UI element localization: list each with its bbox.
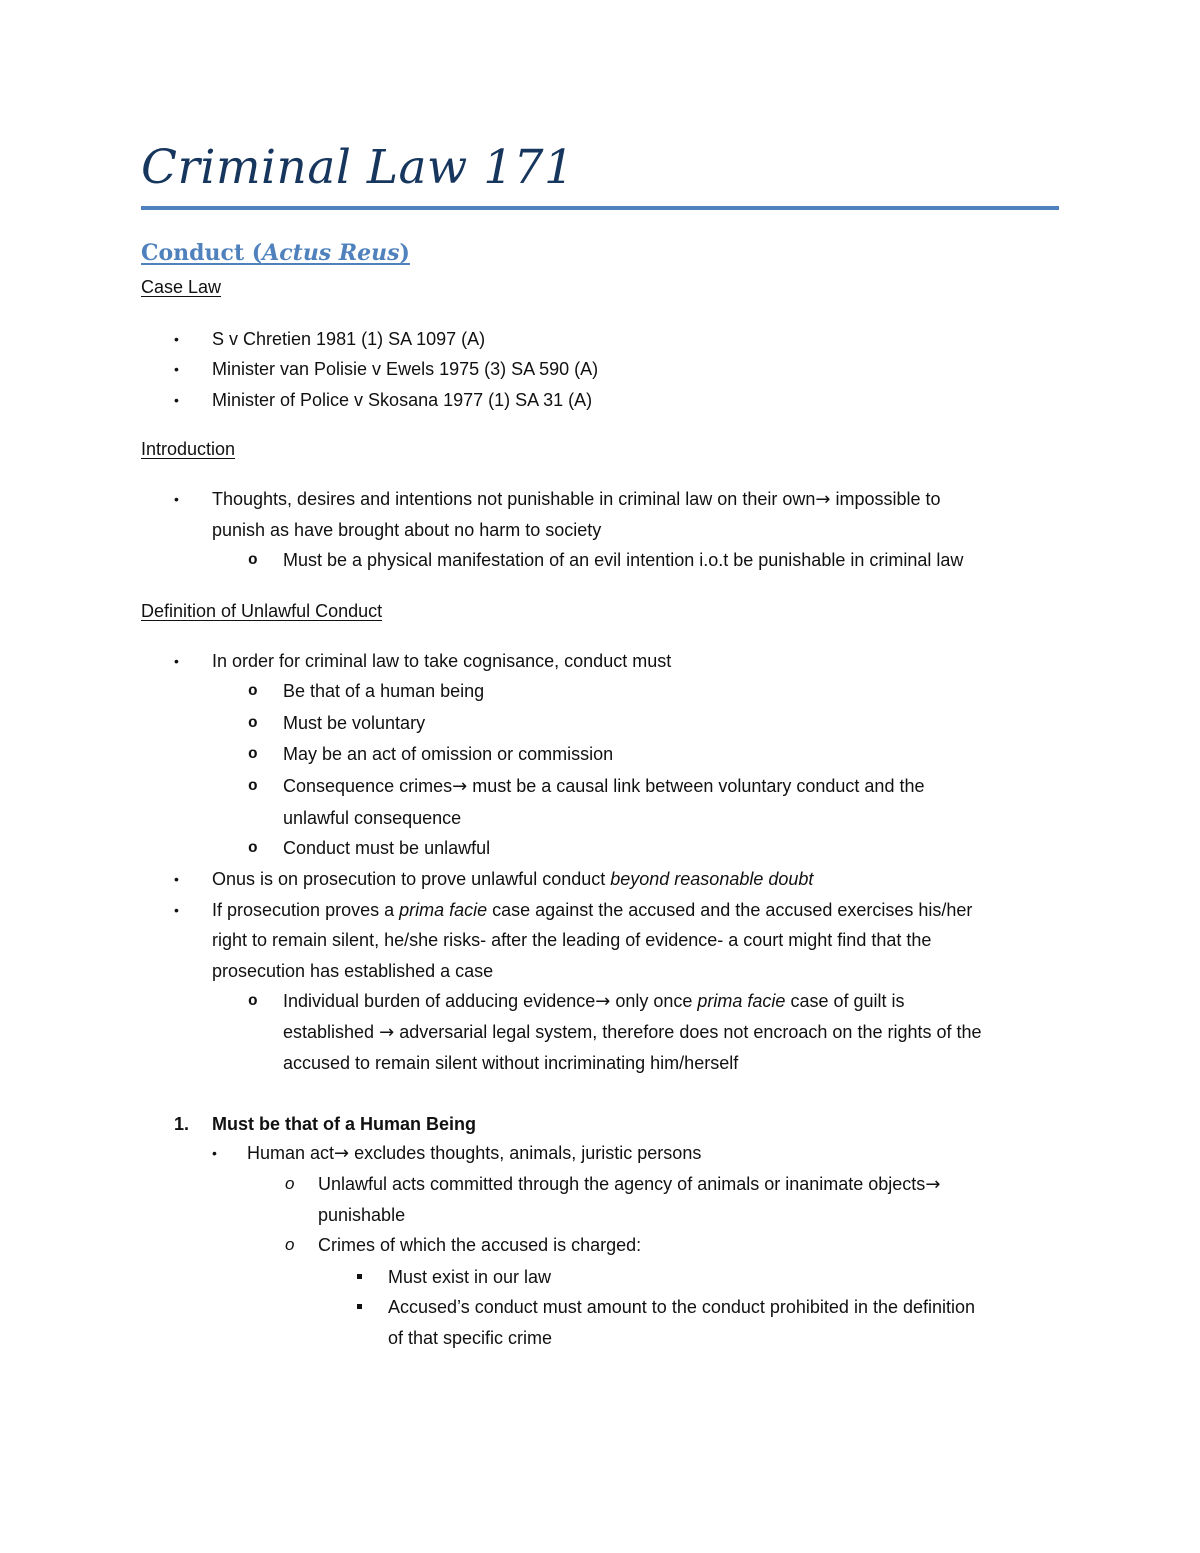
bullet-icon: • bbox=[212, 1145, 217, 1161]
circle-bullet-icon: o bbox=[285, 1174, 295, 1193]
bullet-icon: • bbox=[174, 331, 179, 347]
human-being-sub-sub-point: Accused’s conduct must amount to the conduct prohibited in the definition bbox=[388, 1297, 976, 1317]
bullet-icon: • bbox=[174, 491, 179, 507]
document-title: Criminal Law 171 bbox=[141, 140, 575, 195]
case-law-heading: Case Law bbox=[141, 277, 222, 297]
numbered-heading-number: 1. bbox=[174, 1114, 190, 1134]
circle-bullet-icon: o bbox=[248, 839, 258, 857]
definition-heading: Definition of Unlawful Conduct bbox=[141, 601, 383, 621]
case-law-item: S v Chretien 1981 (1) SA 1097 (A) bbox=[212, 329, 486, 349]
definition-sub-point: Must be voluntary bbox=[283, 713, 426, 733]
case-law-item: Minister van Polisie v Ewels 1975 (3) SA 590 (A) bbox=[212, 359, 599, 379]
square-bullet-icon bbox=[357, 1304, 362, 1309]
human-being-sub-sub-point: Must exist in our law bbox=[388, 1267, 552, 1287]
bullet-icon: • bbox=[174, 653, 179, 669]
human-being-sub-point: Crimes of which the accused is charged: bbox=[318, 1235, 642, 1255]
circle-bullet-icon: o bbox=[248, 777, 258, 795]
square-bullet-icon bbox=[357, 1274, 362, 1279]
definition-sub-point-cont: accused to remain silent without incriminating him/herself bbox=[283, 1053, 739, 1073]
intro-point-line: punish as have brought about no harm to society bbox=[212, 520, 602, 540]
circle-bullet-icon: o bbox=[285, 1235, 295, 1254]
circle-bullet-icon: o bbox=[248, 714, 258, 732]
intro-sub-point: Must be a physical manifestation of an evil intention i.o.t be punishable in criminal law bbox=[283, 550, 964, 570]
definition-sub-point: Consequence crimes→ must be a causal link between voluntary conduct and the bbox=[283, 776, 925, 797]
definition-point-cont: right to remain silent, he/she risks- after the leading of evidence- a court might find that the bbox=[212, 930, 932, 950]
bullet-icon: • bbox=[174, 902, 179, 918]
human-being-sub-point-cont: punishable bbox=[318, 1205, 406, 1225]
definition-sub-point-cont: established → adversarial legal system, therefore does not encroach on the rights of the bbox=[283, 1022, 982, 1043]
arrow-icon: → bbox=[815, 489, 831, 510]
bullet-icon: • bbox=[174, 392, 179, 408]
numbered-heading: Must be that of a Human Being bbox=[212, 1114, 477, 1134]
intro-point-line: Thoughts, desires and intentions not punishable in criminal law on their own→ impossible to bbox=[212, 489, 941, 510]
circle-bullet-icon: o bbox=[248, 551, 258, 569]
definition-point-cont: prosecution has established a case bbox=[212, 961, 494, 981]
definition-sub-point: Conduct must be unlawful bbox=[283, 838, 491, 858]
definition-point: If prosecution proves a prima facie case against the accused and the accused exercises his/her bbox=[212, 900, 973, 920]
human-being-sub-point: Unlawful acts committed through the agency of animals or inanimate objects→ bbox=[318, 1174, 941, 1195]
arrow-icon: → bbox=[379, 1022, 395, 1043]
circle-bullet-icon: o bbox=[248, 745, 258, 763]
human-being-point: Human act→ excludes thoughts, animals, juristic persons bbox=[247, 1143, 702, 1164]
definition-point: In order for criminal law to take cognisance, conduct must bbox=[212, 651, 672, 671]
definition-sub-point: May be an act of omission or commission bbox=[283, 744, 614, 764]
section-heading-conduct bbox=[141, 240, 410, 266]
definition-point: Onus is on prosecution to prove unlawful conduct beyond reasonable doubt bbox=[212, 869, 814, 889]
human-being-sub-sub-point-cont: of that specific crime bbox=[388, 1328, 553, 1348]
circle-bullet-icon: o bbox=[248, 682, 258, 700]
bullet-icon: • bbox=[174, 871, 179, 887]
definition-sub-point: Individual burden of adducing evidence→ only once prima facie case of guilt is bbox=[283, 991, 905, 1012]
arrow-icon: → bbox=[452, 776, 468, 797]
arrow-icon: → bbox=[595, 991, 611, 1012]
bullet-icon: • bbox=[174, 361, 179, 377]
circle-bullet-icon: o bbox=[248, 992, 258, 1010]
section-heading-prefix: Conduct ( bbox=[141, 240, 263, 266]
arrow-icon: → bbox=[334, 1143, 350, 1164]
title-rule bbox=[141, 206, 1059, 210]
case-law-item: Minister of Police v Skosana 1977 (1) SA 31 (A) bbox=[212, 390, 593, 410]
section-heading-italic: Actus Reus bbox=[262, 240, 400, 266]
arrow-icon: → bbox=[925, 1174, 941, 1195]
definition-sub-point-cont: unlawful consequence bbox=[283, 808, 462, 828]
introduction-heading: Introduction bbox=[141, 439, 236, 459]
section-heading-suffix: ) bbox=[399, 240, 410, 266]
definition-sub-point: Be that of a human being bbox=[283, 681, 485, 701]
